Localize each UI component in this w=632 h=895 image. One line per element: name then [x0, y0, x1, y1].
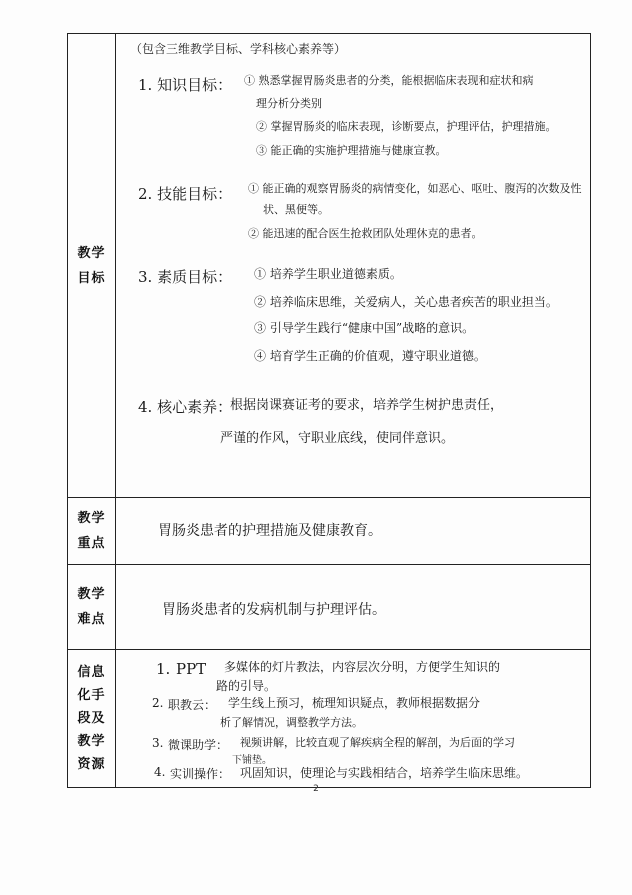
- resource-4-title: 实训操作：: [170, 767, 231, 781]
- core-heading: 4. 核心素养：: [138, 398, 233, 416]
- resources-label: [68, 650, 116, 788]
- quality-item-3: ③ 引导学生践行“健康中国”战略的意识。: [254, 321, 475, 335]
- goals-label-text: 教学目标: [77, 245, 106, 286]
- resource-3-title: 微课助学：: [168, 738, 229, 752]
- resource-2-title: 职教云：: [168, 698, 217, 712]
- goals-label: [68, 34, 116, 498]
- knowledge-item-3: ② 掌握胃肠炎的临床表现，诊断要点，护理评估，护理措施。: [256, 120, 557, 133]
- quality-heading: 3. 素质目标：: [138, 268, 233, 286]
- knowledge-item-1: ① 熟悉掌握胃肠炎患者的分类，能根据临床表现和症状和病: [244, 74, 534, 87]
- resources-content: [116, 650, 591, 788]
- resource-4-line-1: 巩固知识，使理论与实践相结合，培养学生临床思维。: [240, 766, 529, 780]
- resource-1-line-2: 路的引导。: [216, 679, 277, 693]
- resource-3-num: 3.: [152, 736, 164, 750]
- goals-row: [68, 34, 591, 498]
- difficulty-label-text: 教学难点: [77, 587, 106, 627]
- resource-3-line-1: 视频讲解，比较直观了解疾病全程的解剖，为后面的学习: [240, 736, 515, 749]
- quality-item-1: ① 培养学生职业道德素质。: [254, 267, 402, 281]
- difficulty-text: 胃肠炎患者的发病机制与护理评估。: [162, 602, 386, 618]
- resource-2-num: 2.: [152, 696, 164, 710]
- knowledge-heading: 1. 知识目标：: [138, 76, 233, 94]
- resource-1-num: 1.: [156, 660, 171, 678]
- quality-item-2: ② 培养临床思维，关爱病人，关心患者疾苦的职业担当。: [254, 295, 558, 309]
- resource-2-line-2: 析了解情况，调整教学方法。: [220, 716, 363, 729]
- key-points-label-text: 教学重点: [77, 511, 106, 551]
- core-line-2: 严谨的作风，守职业底线，使同伴意识。: [220, 431, 455, 446]
- quality-item-4: ④ 培育学生正确的价值观，遵守职业道德。: [254, 349, 486, 363]
- knowledge-item-4: ③ 能正确的实施护理措施与健康宣教。: [256, 144, 447, 157]
- difficulty-row: [68, 565, 591, 650]
- lesson-plan-table: [67, 33, 591, 788]
- resources-label-text: 信息化手段及教学资源: [77, 664, 106, 772]
- difficulty-label: [68, 565, 116, 650]
- resource-3-line-2: 下铺垫。: [232, 755, 272, 766]
- key-points-text: 胃肠炎患者的护理措施及健康教育。: [158, 523, 382, 539]
- skill-item-2: 状、黑便等。: [263, 203, 329, 216]
- skill-item-1: ① 能正确的观察胃肠炎的病情变化，如恶心、呕吐、腹泻的次数及性: [248, 182, 582, 195]
- skill-heading: 2. 技能目标：: [138, 185, 233, 203]
- page-number: 2: [313, 784, 319, 794]
- skill-item-3: ② 能迅速的配合医生抢救团队处理休克的患者。: [248, 227, 483, 240]
- goals-note: （包含三维教学目标、学科核心素养等）: [130, 42, 347, 56]
- difficulty-content: [116, 565, 591, 650]
- resource-2-line-1: 学生线上预习，梳理知识疑点，教师根据数据分: [228, 696, 481, 710]
- knowledge-item-2: 理分析分类别: [256, 97, 322, 110]
- resource-1-line-1: 多媒体的灯片教法，内容层次分明，方便学生知识的: [224, 660, 501, 674]
- core-line-1: 根据岗课赛证考的要求，培养学生树护患责任，: [230, 398, 504, 413]
- resource-4-num: 4.: [154, 765, 166, 779]
- goals-content: [116, 34, 591, 498]
- key-points-label: [68, 498, 116, 565]
- key-points-row: [68, 498, 591, 565]
- resources-row: [68, 650, 591, 788]
- resource-1-title: PPT: [176, 660, 207, 678]
- key-points-content: [116, 498, 591, 565]
